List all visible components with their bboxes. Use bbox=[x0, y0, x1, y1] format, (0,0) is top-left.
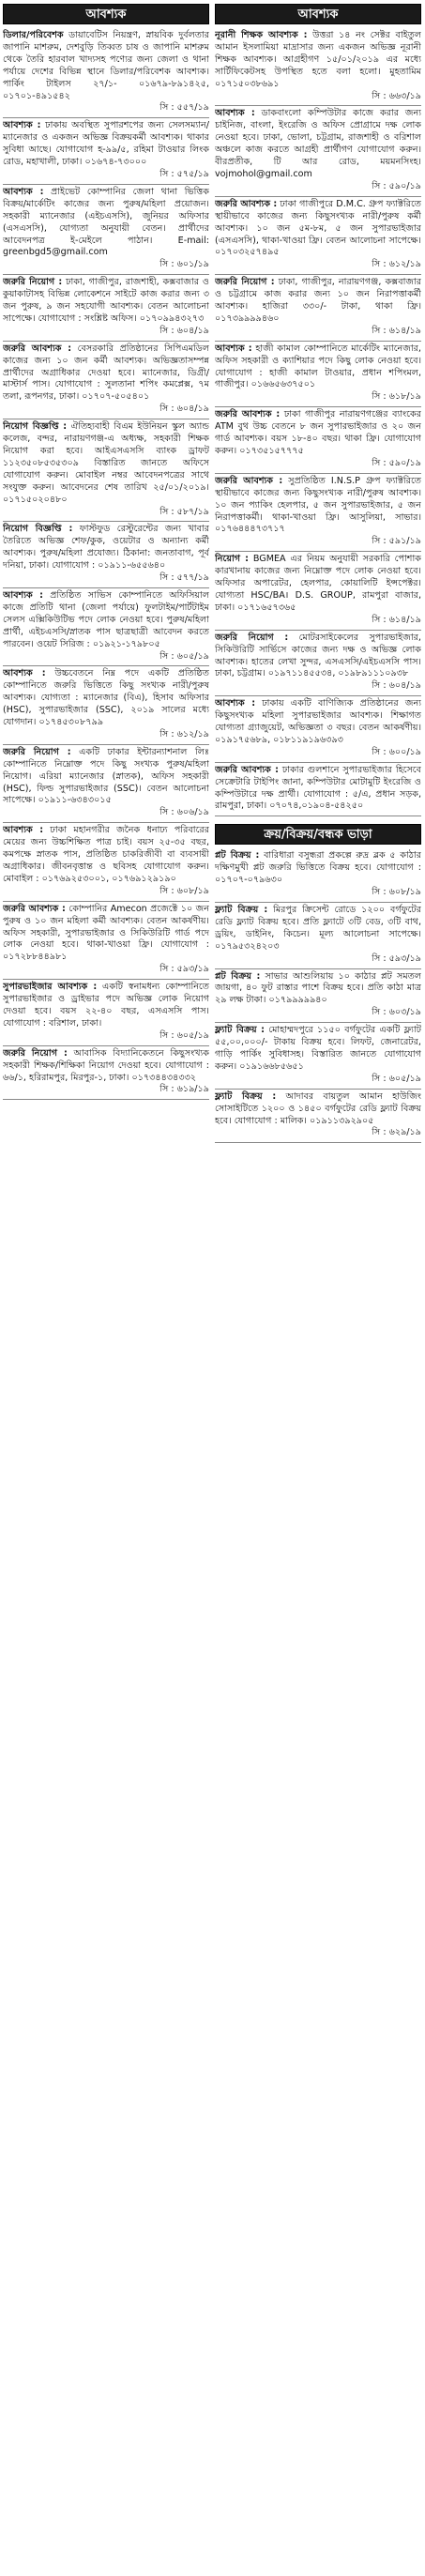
ad-body: উত্তরা ১৪ নং সেক্টর বাইতুল আমান ইসলামিয়া মাদ্রাসার জন্য একজন অভিজ্ঞ নূরানী শিক্ষক আবশ্যক। আগ্রহীগণ ১৫/০১/২০১৯ এর মধ্যে সার্টিফিকেটসহ উপস্থিত হতে বলা হলো। মুহতামিম ০১৭১৫০৩৮৬৯১ bbox=[215, 30, 421, 89]
classified-ad bbox=[3, 588, 209, 666]
classified-ad bbox=[215, 1023, 421, 1090]
classified-ad bbox=[3, 745, 209, 823]
ad-body: ঢাকায় অবস্থিত সুপারশপের জন্য সেলসম্যান/ম্যানেজার ও একজন অভিজ্ঞ বিক্রয়কর্মী আবশ্যক। থাকার সুবিধা আছে। যোগাযোগ হ-৯৯/৫, রহিমা টাওয়ার লিংক রোড, মহাখালী, ঢাকা। ০১৬৭৪-৭৩০০০ bbox=[3, 120, 209, 168]
section-header: আবশ্যক bbox=[3, 4, 209, 24]
classified-ad bbox=[3, 823, 209, 901]
ad-reference: সি : ৬০৫/১৯ bbox=[159, 1029, 209, 1041]
ad-body: ফাস্টফুড রেস্টুরেন্টের জন্য খাবার তৈরিতে অভিজ্ঞ শেফ/কুক, ওয়েটার ও অন্যান্য কর্মী আবশ্যক। পুরুষ/মহিলা প্রযোজ্য। ঠিকানা: জনতাবাগ, পূর্ব দনিয়া, ঢাকা। যোগাযোগ : ০১৯১১-৬৫৫৬৪০ bbox=[3, 524, 209, 572]
classified-ad bbox=[3, 185, 209, 275]
ad-lead: জরুরি নিয়োগ : bbox=[215, 632, 289, 643]
ad-body: মোহাম্মদপুরে ১১৫০ বর্গফুটের একটি ফ্ল্যাট ৫৫,০০,০০০/- টাকায় বিক্রয় হবে। লিফট, জেনারেটর, গাড়ি পার্কিং সুবিধাসহ। বিস্তারিত জানতে যোগাযোগ করুন। ০১৯১৬৬৮৫৬৫১ bbox=[215, 1025, 421, 1072]
ad-body: হাজী কামাল কোম্পানিতে মার্কেটিং ম্যানেজার, অফিস সহকারী ও ক্যাশিয়ার পদে কিছু লোক নেওয়া হবে। যোগাযোগ : হাজী কামাল টাওয়ার, প্রধান শপিংমল, গাজীপুর। ০১৬৬৫৬৩৭৫০১ bbox=[215, 343, 421, 390]
ad-body: ঢাকা মহানগরীর জনৈক ধনাঢ্য পরিবারের মেয়ের জন্য উচ্চশিক্ষিত পাত্র চাই। বয়স ২৫-৩৫ বছর, কমপক্ষে স্নাতক পাস, প্রতিষ্ঠিত চাকরিজীবী বা ব্যবসায়ী অগ্রাধিকার। জীবনবৃত্তান্ত ও ছবিসহ যোগাযোগ করুন। মোবাইল : ০১৭৬৯২৫৩০০১, ০১৭৬৯১২৯১৯০ bbox=[3, 825, 209, 884]
section-header: আবশ্যক bbox=[215, 4, 421, 24]
ad-lead: নূরানী শিক্ষক আবশ্যক : bbox=[215, 30, 308, 40]
ads-list bbox=[3, 28, 209, 1100]
ad-reference: সি : ৫৯০/১৯ bbox=[372, 457, 421, 468]
ad-body: BGMEA এর নিয়ম অনুযায়ী সরকারি পোশাক কারখানায় কাজের জন্য নিম্নোক্ত পদে লোক নেওয়া হবে। অফিসার অপারেটর, হেলপার, কোয়ালিটি ইন্সপেক্টর। যোগ্যতা HSC/BA। D.S. GROUP, রামপুরা বাজার, ঢাকা। ০১৭১৬৫৭৩৬৫ bbox=[215, 554, 421, 613]
ad-lead: জরুরি নিয়োগ : bbox=[3, 746, 71, 757]
classified-ad bbox=[215, 969, 421, 1024]
ad-body: মোটরসাইকেলের সুপারভাইজার, সিকিউরিটি সার্ভিসে কাজের জন্য দক্ষ ও অভিজ্ঞ লোক আবশ্যক। হাতের লেখা সুন্দর, এসএসসি/এইচএসসি পাস। ঢাকা, চট্টগ্রাম। ০১৯৭১১৪৫৫৩৪, ০১৯৮৯১১১০৯৩৮ bbox=[215, 632, 421, 679]
ads-list-sale bbox=[215, 848, 421, 1143]
ad-reference: সি : ৬০৫/১৯ bbox=[372, 1073, 421, 1084]
ad-lead: আবশ্যক : bbox=[215, 108, 255, 119]
ad-reference: সি : ৬০৩/১৯ bbox=[372, 1007, 421, 1018]
ad-reference: সি : ৫৯০/১৯ bbox=[372, 180, 421, 191]
classified-ad bbox=[3, 28, 209, 118]
classified-ad bbox=[3, 980, 209, 1046]
classified-ad bbox=[215, 197, 421, 275]
ad-reference: সি : ৫৯৩/১৯ bbox=[372, 953, 421, 964]
classified-ad bbox=[215, 1090, 421, 1144]
classified-ad bbox=[3, 419, 209, 522]
ad-lead: আবশ্যক : bbox=[3, 120, 41, 131]
ad-lead: নিয়োগ বিজ্ঞপ্তি : bbox=[3, 524, 73, 535]
ad-reference: সি : ৬০১/১৯ bbox=[159, 259, 209, 270]
ad-reference: সি : ৫৮৭/১৯ bbox=[159, 506, 209, 517]
classified-ad bbox=[3, 902, 209, 980]
ad-reference: সি : ৬৬৩/১৯ bbox=[372, 90, 421, 101]
ad-lead: নিয়োগ বিজ্ঞপ্তি : bbox=[3, 421, 68, 433]
ad-body: ঐতিহ্যবাহী বিএম ইউনিয়ন স্কুল অ্যান্ড কলেজ, বন্দর, নারায়ণগঞ্জ-এ অধ্যক্ষ, সহকারী শিক্ষক নিয়োগ করা হবে। আইএসএসসি ব্যাংক ড্রাফট ১১২৩৫০৮৫৩৫৩০৯ বিস্তারিত জানতে অফিসে যোগাযোগ করুন। মোবাইল নম্বর আবেদনপত্রের সাথে সংযুক্ত করুন। আবেদনের শেষ তারিখ ২৫/০১/২০১৯। ০১৭১৫০২০৪৮০ bbox=[3, 421, 209, 505]
ad-body: ডায়াবেটিস নিয়ন্ত্রণ, স্নায়বিক দুর্বলতার জাপানি মাশরুম, দেশবুড়ি তিব্বত চাষ ও জাপানি মাশরুম থেকে তৈরি হারবাল খাদ্যসহ পণ্যের জন্য জেলা ও থানা পর্যায়ে দেশের বিভিন্ন স্থানে ডিলার/পরিবেশক আবশ্যক। পার্কিং টাইলস ২৭/১- ০১৬৭৯-৮৯১৪২৫, ০১৭০১-৪৯১৫৪২ bbox=[3, 30, 209, 101]
ad-reference: সি : ৬২৯/১৯ bbox=[372, 1127, 421, 1138]
ad-reference: সি : ৬০০/১৯ bbox=[372, 746, 421, 757]
ad-reference: সি : ৫৯৩/১৯ bbox=[159, 964, 209, 975]
ad-reference: সি : ৬০৮/১৯ bbox=[372, 887, 421, 898]
classified-ad bbox=[215, 275, 421, 342]
ad-lead: আবশ্যক : bbox=[3, 186, 44, 197]
ad-lead: জরুরি নিয়োগ : bbox=[3, 1047, 68, 1059]
ad-body: আদাবর বায়তুল আমান হাউজিং সোসাইটিতে ১২০০ ও ১৪৫০ বর্গফুটের রেডি ফ্ল্যাট বিক্রয় হবে। যোগাযোগ : মালিক। ০১৯১১৩৯২৯০৫ bbox=[215, 1090, 421, 1126]
classified-ad bbox=[215, 106, 421, 196]
ad-body: বারিধারা বসুন্ধরা প্রকল্পে রুদ্র ব্লক ৫ কাঠার দক্ষিণমুখী প্লট জরুরি ভিত্তিতে বিক্রয় হবে। যোগাযোগ : ০১৭০৭-০৭৯৬৩০ bbox=[215, 850, 421, 886]
ad-body: প্রতিষ্ঠিত সাভিস কোম্পানিতে অফিসিয়াল কাজে প্রতিটি থানা (জেলা পর্যায়ে) ফুলটাইম/পার্টটাইম সেলস এক্সিকিউটিভ পদে লোক নেওয়া হবে। পুরুষ/মহিলা প্রার্থী, এইচএসসি/স্নাতক পাস ছাত্রছাত্রী আবেদন করতে পারবেন। ওয়েট সিরিজ : ০১৯২১-১৭৯৮০৫ bbox=[3, 589, 209, 649]
ad-body: একটি স্বনামধন্য কোম্পানিতে সুপারভাইজার ও ড্রাইভার পদে অভিজ্ঞ লোক নিয়োগ দেওয়া হবে। বয়স ২২-৪০ বছর, এসএসসি পাস। যোগাযোগ : বরিশাল, ঢাকা। bbox=[3, 982, 209, 1029]
classified-ad bbox=[215, 763, 421, 817]
ad-body: উচ্চবেতনে নিম্ন পদে একটি প্রতিষ্ঠিত কোম্পানিতে জরুরি ভিত্তিতে কিছু সংখ্যক নারী/পুরুষ আবশ্যক। যোগ্যতা : ম্যানেজার (বিএ), হিসাব অফিসার (HSC), সুপারভাইজার (SSC), ২০১৯ সালের মধ্যে যোগদান। ০১৭৪৫৩০৮৭৯৯ bbox=[3, 668, 209, 728]
ad-body: মিরপুর ক্রিসেন্ট রোডে ১২০০ বর্গফুটের রেডি ফ্ল্যাট বিক্রয় হবে। প্রতি ফ্ল্যাটে ৩টি বেড, ৩টি বাথ, ড্রয়িং, ডাইনিং, কিচেন। মূল্য আলোচনা সাপেক্ষে। ০১৭৯৫৩২৪২০৩ bbox=[215, 905, 421, 952]
classified-ad bbox=[215, 28, 421, 106]
ad-reference: সি : ৫৭৫/১৯ bbox=[159, 168, 209, 179]
ad-body: একটি ঢাকার ইন্টারন্যাশনাল লিঃ কোম্পানিতে নিম্নোক্ত পদে কিছু সংখ্যক পুরুষ/মহিলা নিয়োগ। এরিয়া ম্যানেজার (স্নাতক), অফিস সহকারী (HSC), ফিল্ড সুপারভাইজার (SSC)। বেতন আলোচনা সাপেক্ষে। ০১৯১১-৬৩৪৩০১৫ bbox=[3, 746, 209, 806]
classified-ad bbox=[215, 848, 421, 903]
ad-lead: জরুরি আবশ্যক : bbox=[215, 764, 279, 775]
ad-reference: সি : ৬১৮/১৯ bbox=[372, 391, 421, 403]
ad-lead: ফ্ল্যাট বিক্রয় : bbox=[215, 905, 268, 915]
ad-body: সাভার আশুলিয়ায় ১০ কাঠার প্লট সমতল জায়গা, ৪০ ফুট রাস্তার পাশে বিক্রয় হবে। প্রতি কাঠা মাত্র ২৯ লক্ষ টাকা। ০১৭৯৯৯৯৯৪০ bbox=[215, 970, 421, 1006]
classified-ad bbox=[3, 666, 209, 744]
ad-reference: সি : ৬১৪/১৯ bbox=[372, 325, 421, 336]
ad-body: ঢাকা গাজীপুর নারায়ণগঞ্জের ব্যাংকের ATM বুথ উচ্চ বেতনে ৮ জন সুপারভাইজার ও ২০ জন গার্ড আবশ্যক। বয়স ১৮-৪০ বছর। থাকা ফ্রি। যোগাযোগ করুন। ০১৭৩৫১৫৭৭৭৫ bbox=[215, 409, 421, 456]
classified-ad bbox=[3, 522, 209, 588]
ad-reference: সি : ৬১৯/১৯ bbox=[159, 1084, 209, 1095]
ad-body: প্রাইভেট কোম্পানির জেলা থানা ভিত্তিক বিক্রয়/মার্কেটিং কাজের জন্য পুরুষ/মহিলা প্রয়োজন। সহকারী ম্যানেজার (এইচএসসি), জুনিয়র অফিসার (এসএসসি), যোগ্যতা অনুযায়ী বেতন। প্রার্থীদের আবেদনপত্র ই-মেইলে পাঠান। E-mail: greenbgd5@gmail.com bbox=[3, 186, 209, 258]
ad-reference: সি : ৬০৪/১৯ bbox=[159, 325, 209, 336]
ad-lead: জরুরি আবশ্যক : bbox=[3, 343, 72, 354]
ad-lead: প্লট বিক্রয় : bbox=[215, 970, 261, 982]
ad-reference: সি : ৬১২/১৯ bbox=[372, 259, 421, 270]
ad-body: বেসরকারি প্রতিষ্ঠানের সিপিএমডিল কাজের জন্য ১০ জন কর্মী আবশ্যক। অভিজ্ঞতাসম্পন্ন প্রার্থীদের অগ্রাধিকার দেওয়া হবে। ম্যানেজার, ডিগ্রী/মাস্টার্স পাস। যোগাযোগ : সুলতানা শপিং কমপ্লেক্স, ৭ম তলা, রূপনগর, ঢাকা। ০১৭০৭-৫০৫৪০১ bbox=[3, 343, 209, 403]
classified-ad bbox=[215, 903, 421, 969]
ad-lead: ফ্ল্যাট বিক্রয় : bbox=[215, 1090, 277, 1102]
ad-body: কোম্পানির Amecon প্রজেক্টে ১০ জন পুরুষ ও ১০ জন মহিলা কর্মী আবশ্যক। বেতন আকর্ষণীয়। অফিস সহকারী, সুপারভাইজার ও সিকিউরিটি গার্ড পদে লোক নেওয়া হবে। থাকা-খাওয়া ফ্রি। যোগাযোগ : ০১৭২৮৮৪৪৯৮১ bbox=[3, 903, 209, 963]
ad-lead: আবশ্যক : bbox=[3, 668, 46, 679]
ad-lead: নিয়োগ : bbox=[215, 554, 250, 565]
classified-ad bbox=[3, 342, 209, 419]
ad-body: ঢাকার গুলশানে সুপারভাইজার হিসেবে সেক্রেটারি টাইপিং জানা, কম্পিউটার মোটামুটি ইংরেজি ও কম্পিউটারে দক্ষ প্রার্থী। যোগাযোগ : ৫/এ, প্রধান সড়ক, রামপুরা, ঢাকা। ০৭০৭৪,০১৯০৪-৫৪২৫০ bbox=[215, 764, 421, 812]
ad-lead: আবশ্যক : bbox=[3, 589, 44, 601]
column-left bbox=[3, 4, 209, 2576]
classified-ad bbox=[215, 631, 421, 697]
ad-reference: সি : ৬০৮/১৯ bbox=[159, 885, 209, 896]
ad-lead: জরুরি নিয়োগ : bbox=[3, 277, 63, 288]
ad-body: ঢাকায় একটি বাণিজ্যিক প্রতিষ্ঠানের জন্য কিছুসংখ্যক মহিলা সুপারভাইজার আবশ্যক। শিক্ষাগত যোগ্যতা গ্র্যাজুয়েট, অভিজ্ঞতা ৩ বছর। বেতন আকর্ষণীয়। ০১৯১৭৫৬৮৯, ০১৮১১৯১৯৬৩৯৩ bbox=[215, 698, 421, 745]
ad-reference: সি : ৫৯১/১৯ bbox=[372, 536, 421, 547]
ad-lead: প্লট বিক্রয় : bbox=[215, 850, 260, 861]
ad-reference: সি : ৬০৪/১৯ bbox=[159, 404, 209, 415]
ad-body: সুপ্রতিষ্ঠিত I.N.S.P গ্রুপ ফ্যাক্টরিতে স্থায়ীভাবে কাজের জন্য কিছুসংখ্যক নারী/পুরুষ আবশ্যক। ১০ জন প্যাকিং হেলপার, ৫ জন সুপারভাইজার, ৫ জন নিরাপত্তাকর্মী। থাকা-খাওয়া ফ্রি। আসুলিয়া, সাভার। ০১৭৬৪৪৪৭৩৭১৭ bbox=[215, 475, 421, 535]
classified-ad bbox=[215, 696, 421, 763]
ad-lead: জরুরি আবশ্যক : bbox=[215, 475, 283, 486]
classified-ad bbox=[215, 474, 421, 552]
ad-reference: সি : ৫৫৭/১৯ bbox=[159, 102, 209, 114]
ads-list bbox=[215, 28, 421, 816]
classified-ad bbox=[215, 552, 421, 630]
classified-ad bbox=[215, 342, 421, 408]
ad-lead: ফ্ল্যাট বিক্রয় : bbox=[215, 1025, 265, 1036]
column-right bbox=[215, 4, 421, 2576]
ad-lead: জরুরি আবশ্যক : bbox=[215, 198, 278, 209]
classified-ad bbox=[3, 275, 209, 342]
ad-reference: সি : ৬০৬/১৯ bbox=[159, 807, 209, 818]
ad-reference: সি : ৬১৪/১৯ bbox=[372, 614, 421, 625]
ad-lead: ডিলার/পরিবেশক bbox=[3, 30, 64, 40]
ad-lead: সুপারভাইজার আবশ্যক : bbox=[3, 982, 98, 993]
ad-lead: আবশ্যক : bbox=[215, 343, 252, 354]
ad-body: ঢাকা, গাজীপুর, নারায়ণগঞ্জ, কক্সবাজার ও চট্টগ্রামে কাজ করার জন্য ১০ জন নিরাপত্তাকর্মী আবশ্যক। হাজিরা ৩৩০/- টাকা, থাকা ফ্রি। ০১৭৩৯৯৯৯৪৬০ bbox=[215, 277, 421, 324]
ad-body: ঢাকা, গাজীপুর, রাজশাহী, কক্সবাজার ও কুয়াকাটাসহ বিভিন্ন লোকেশনে সাইটে কাজ করার জন্য ৩ জন পুরুষ, ৯ জন সহযোগী আবশ্যক। বেতন আলোচনা সাপেক্ষে। যোগাযোগ : সংশ্লিষ্ট অফিস। ০১৭০৯৯৪৩২৭৩ bbox=[3, 277, 209, 324]
ad-body: ঢাকা গাজীপুরে D.M.C. গ্রুপ ফ্যাক্টরিতে স্থায়ীভাবে কাজের জন্য কিছুসংখ্যক নারী/পুরুষ কর্মী আবশ্যক। ১০ জন ৫ম-৮ম, ৫ জন সুপারভাইজার (এসএসসি), থাকা-খাওয়া ফ্রি। বেতন আলোচনা সাপেক্ষে। ০১৭০৩২৫৭৪৯৫ bbox=[215, 198, 421, 258]
ad-lead: আবশ্যক : bbox=[215, 698, 256, 709]
classified-ad bbox=[3, 118, 209, 185]
classified-ad bbox=[3, 1046, 209, 1101]
ad-body: আবাসিক বিদ্যানিকেতনে কিছুসংখ্যক সহকারী শিক্ষক/শিক্ষিকা নিয়োগ দেওয়া হবে। যোগাযোগ : ৬৬/১, হরিরামপুর, মিরপুর-১, ঢাকা। ০১৭৩৪৪৩৪৩৩২ bbox=[3, 1047, 209, 1083]
ad-reference: সি : ৬০৫/১৯ bbox=[159, 650, 209, 662]
ad-lead: আবশ্যক : bbox=[3, 825, 44, 836]
ad-lead: জরুরি আবশ্যক : bbox=[3, 903, 66, 914]
ad-reference: সি : ৬১২/১৯ bbox=[159, 728, 209, 739]
ad-reference: সি : ৫৭৭/১৯ bbox=[159, 572, 209, 584]
ad-lead: জরুরি নিয়োগ : bbox=[215, 277, 275, 288]
classified-ad bbox=[215, 407, 421, 474]
ad-body: ডাকবাংলো কম্পিউটার কাজে করার জন্য চাইনিজ, বাংলা, ইংরেজি ও অফিস প্রোগ্রামে দক্ষ লোক নেওয়া হবে। ঢাকা, ভোলা, চট্টগ্রাম, রাজশাহী ও বরিশাল অঞ্চলে কাজ করতে আগ্রহী প্রার্থীগণ যোগাযোগ করুন। বীরপ্রতীক, টি আর রোড, ময়মনসিংহ। vojmohol@gmail.com bbox=[215, 108, 421, 179]
ad-reference: সি : ৬০৪/১৯ bbox=[372, 680, 421, 692]
section-header-sale: ক্রয়/বিক্রয়/বন্ধক ভাড়া bbox=[215, 824, 421, 845]
ad-lead: জরুরি আবশ্যক : bbox=[215, 409, 281, 420]
